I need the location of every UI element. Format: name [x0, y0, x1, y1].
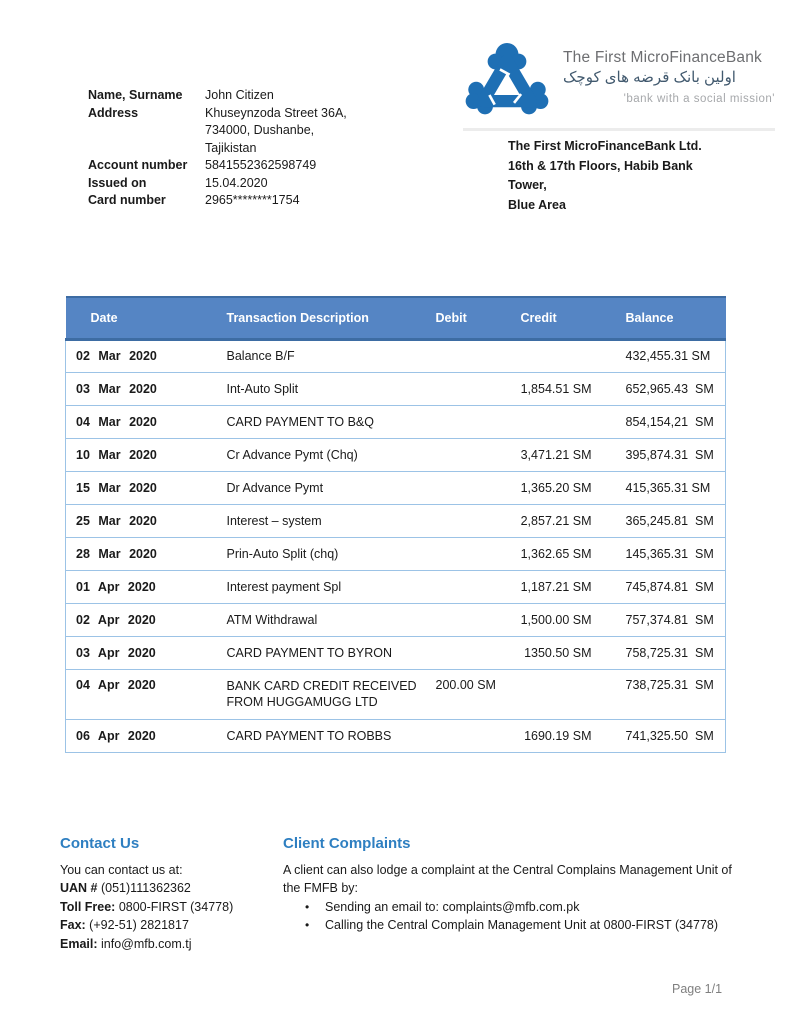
cell-debit [426, 438, 511, 471]
cell-date: 15 Mar 2020 [66, 471, 226, 504]
customer-info-row [88, 87, 347, 105]
cell-balance: 432,455.31 SM [596, 339, 726, 372]
cell-debit [426, 504, 511, 537]
cell-description: BANK CARD CREDIT RECEIVED FROM HUGGAMUGG LTD [226, 669, 426, 719]
field-label: Issued on [88, 175, 147, 190]
cell-description: CARD PAYMENT TO B&Q [226, 405, 426, 438]
cell-date: 03 Apr 2020 [66, 636, 226, 669]
cell-credit: 1690.19 SM [511, 719, 596, 752]
cell-credit: 3,471.21 SM [511, 438, 596, 471]
contact-tollfree-label: Toll Free: [60, 899, 116, 914]
bank-address-line: Tower, [508, 178, 547, 192]
field-label: Account number [88, 158, 188, 172]
contact-intro: You can contact us at: [60, 862, 183, 877]
field-value: 734000, Dushanbe, [205, 123, 315, 137]
table-row [66, 603, 726, 636]
customer-info-row [88, 122, 347, 140]
field-value: Tajikistan [205, 140, 257, 155]
complaints-bullet-item [283, 916, 735, 935]
table-header-row [66, 297, 726, 339]
table-row [66, 372, 726, 405]
cell-balance: 145,365.31 SM [596, 537, 726, 570]
column-header-debit: Debit [426, 297, 511, 339]
complaints-intro: A client can also lodge a complaint at the Central Complains Management Unit of the FMFB by: [283, 862, 732, 895]
contact-fax-label: Fax: [60, 918, 86, 932]
cell-debit [426, 471, 511, 504]
client-complaints-section [283, 835, 735, 935]
column-header-balance: Balance [596, 297, 726, 339]
cell-debit [426, 636, 511, 669]
cell-date: 04 Mar 2020 [66, 405, 226, 438]
cell-balance: 741,325.50 SM [596, 719, 726, 752]
contact-tollfree [60, 898, 290, 917]
table-row [66, 719, 726, 752]
contact-fax [60, 916, 290, 935]
contact-us-section [60, 835, 290, 953]
customer-info-row [88, 175, 347, 193]
cell-balance: 652,965.43 SM [596, 372, 726, 405]
field-label [88, 122, 205, 140]
cell-credit [511, 405, 596, 438]
cell-credit: 1,187.21 SM [511, 570, 596, 603]
cell-balance: 365,245.81 SM [596, 504, 726, 537]
customer-info-row [88, 192, 347, 210]
field-value: 2965********1754 [205, 193, 300, 207]
cell-debit [426, 372, 511, 405]
cell-balance: 415,365.31 SM [596, 471, 726, 504]
cell-credit [511, 669, 596, 719]
cell-credit: 1,365.20 SM [511, 471, 596, 504]
bullet-icon: • [305, 899, 310, 914]
contact-fax-value: (+92-51) 2821817 [85, 918, 189, 932]
cell-credit: 1,854.51 SM [511, 372, 596, 405]
logo-divider [463, 128, 775, 131]
cell-description: Balance B/F [226, 339, 426, 372]
cell-credit: 1,362.65 SM [511, 537, 596, 570]
cell-description: CARD PAYMENT TO BYRON [226, 636, 426, 669]
bank-address-line: The First MicroFinanceBank Ltd. [508, 139, 702, 153]
contact-email-value: info@mfb.com.tj [97, 936, 192, 951]
cell-credit: 2,857.21 SM [511, 504, 596, 537]
cell-date: 06 Apr 2020 [66, 719, 226, 752]
cell-description: ATM Withdrawal [226, 603, 426, 636]
table-row [66, 405, 726, 438]
cell-balance: 757,374.81 SM [596, 603, 726, 636]
contact-tollfree-value: 0800-FIRST (34778) [115, 899, 234, 914]
cell-debit [426, 719, 511, 752]
cell-date: 04 Apr 2020 [66, 669, 226, 719]
contact-us-heading: Contact Us [60, 835, 140, 852]
cell-date: 25 Mar 2020 [66, 504, 226, 537]
bullet-icon: • [305, 918, 310, 932]
customer-info-row [88, 157, 347, 175]
bullet-text: Sending an email to: complaints@mfb.com.pk [325, 899, 580, 914]
field-value: Khuseynzoda Street 36A, [205, 105, 347, 120]
bank-address-line: 16th & 17th Floors, Habib Bank [508, 158, 693, 173]
table-row [66, 537, 726, 570]
field-value: 15.04.2020 [205, 175, 268, 190]
transactions-table [65, 296, 726, 753]
cell-debit: 200.00 SM [426, 669, 511, 719]
cell-description: Dr Advance Pymt [226, 471, 426, 504]
cell-description: Prin-Auto Split (chq) [226, 537, 426, 570]
cell-description: Cr Advance Pymt (Chq) [226, 438, 426, 471]
contact-uan-value: (051)111362362 [97, 881, 191, 895]
column-header-date: Date [66, 297, 226, 339]
client-complaints-heading: Client Complaints [283, 835, 411, 852]
bullet-text: Calling the Central Complain Management Unit at 0800-FIRST (34778) [325, 918, 719, 932]
cell-description: Interest – system [226, 504, 426, 537]
field-label: Card number [88, 193, 166, 207]
bank-brand-name: The First MicroFinanceBank [563, 49, 763, 66]
cell-date: 02 Apr 2020 [66, 603, 226, 636]
cell-debit [426, 603, 511, 636]
table-row [66, 471, 726, 504]
bank-tagline: 'bank with a social mission' [623, 93, 775, 105]
cell-debit [426, 339, 511, 372]
field-label [88, 140, 205, 158]
contact-uan-label: UAN # [60, 881, 98, 895]
complaints-bullet-item [283, 898, 735, 917]
cell-debit [426, 405, 511, 438]
column-header-description: Transaction Description [226, 297, 426, 339]
bank-logo-block [463, 40, 775, 131]
column-header-credit: Credit [511, 297, 596, 339]
customer-info-row [88, 105, 347, 123]
table-row [66, 570, 726, 603]
cell-balance: 395,874.31 SM [596, 438, 726, 471]
table-row [66, 636, 726, 669]
bank-logo-icon [463, 40, 555, 123]
cell-balance: 745,874.81 SM [596, 570, 726, 603]
table-row [66, 438, 726, 471]
customer-info-row [88, 140, 347, 158]
table-row [66, 339, 726, 372]
bank-brand-name-localized: اولین بانک قرضه های کوچک [563, 69, 736, 86]
customer-info-block [88, 87, 347, 210]
bank-address-block [508, 137, 702, 215]
cell-balance: 854,154,21 SM [596, 405, 726, 438]
cell-credit: 1350.50 SM [511, 636, 596, 669]
cell-date: 03 Mar 2020 [66, 372, 226, 405]
field-label: Name, Surname [88, 88, 183, 102]
bank-address-line: Blue Area [508, 197, 566, 212]
cell-date: 28 Mar 2020 [66, 537, 226, 570]
cell-date: 02 Mar 2020 [66, 339, 226, 372]
contact-email-label: Email: [60, 936, 98, 951]
field-value: John Citizen [205, 88, 274, 102]
cell-debit [426, 570, 511, 603]
field-label: Address [88, 105, 139, 120]
cell-balance: 738,725.31 SM [596, 669, 726, 719]
table-row [66, 504, 726, 537]
cell-date: 01 Apr 2020 [66, 570, 226, 603]
cell-description: CARD PAYMENT TO ROBBS [226, 719, 426, 752]
contact-uan [60, 879, 290, 898]
cell-date: 10 Mar 2020 [66, 438, 226, 471]
field-value: 5841552362598749 [205, 158, 317, 172]
cell-credit [511, 339, 596, 372]
contact-email [60, 935, 290, 954]
cell-balance: 758,725.31 SM [596, 636, 726, 669]
cell-credit: 1,500.00 SM [511, 603, 596, 636]
cell-debit [426, 537, 511, 570]
cell-description: Interest payment Spl [226, 570, 426, 603]
table-row [66, 669, 726, 719]
cell-description: Int-Auto Split [226, 372, 426, 405]
page-number: Page 1/1 [672, 982, 723, 996]
